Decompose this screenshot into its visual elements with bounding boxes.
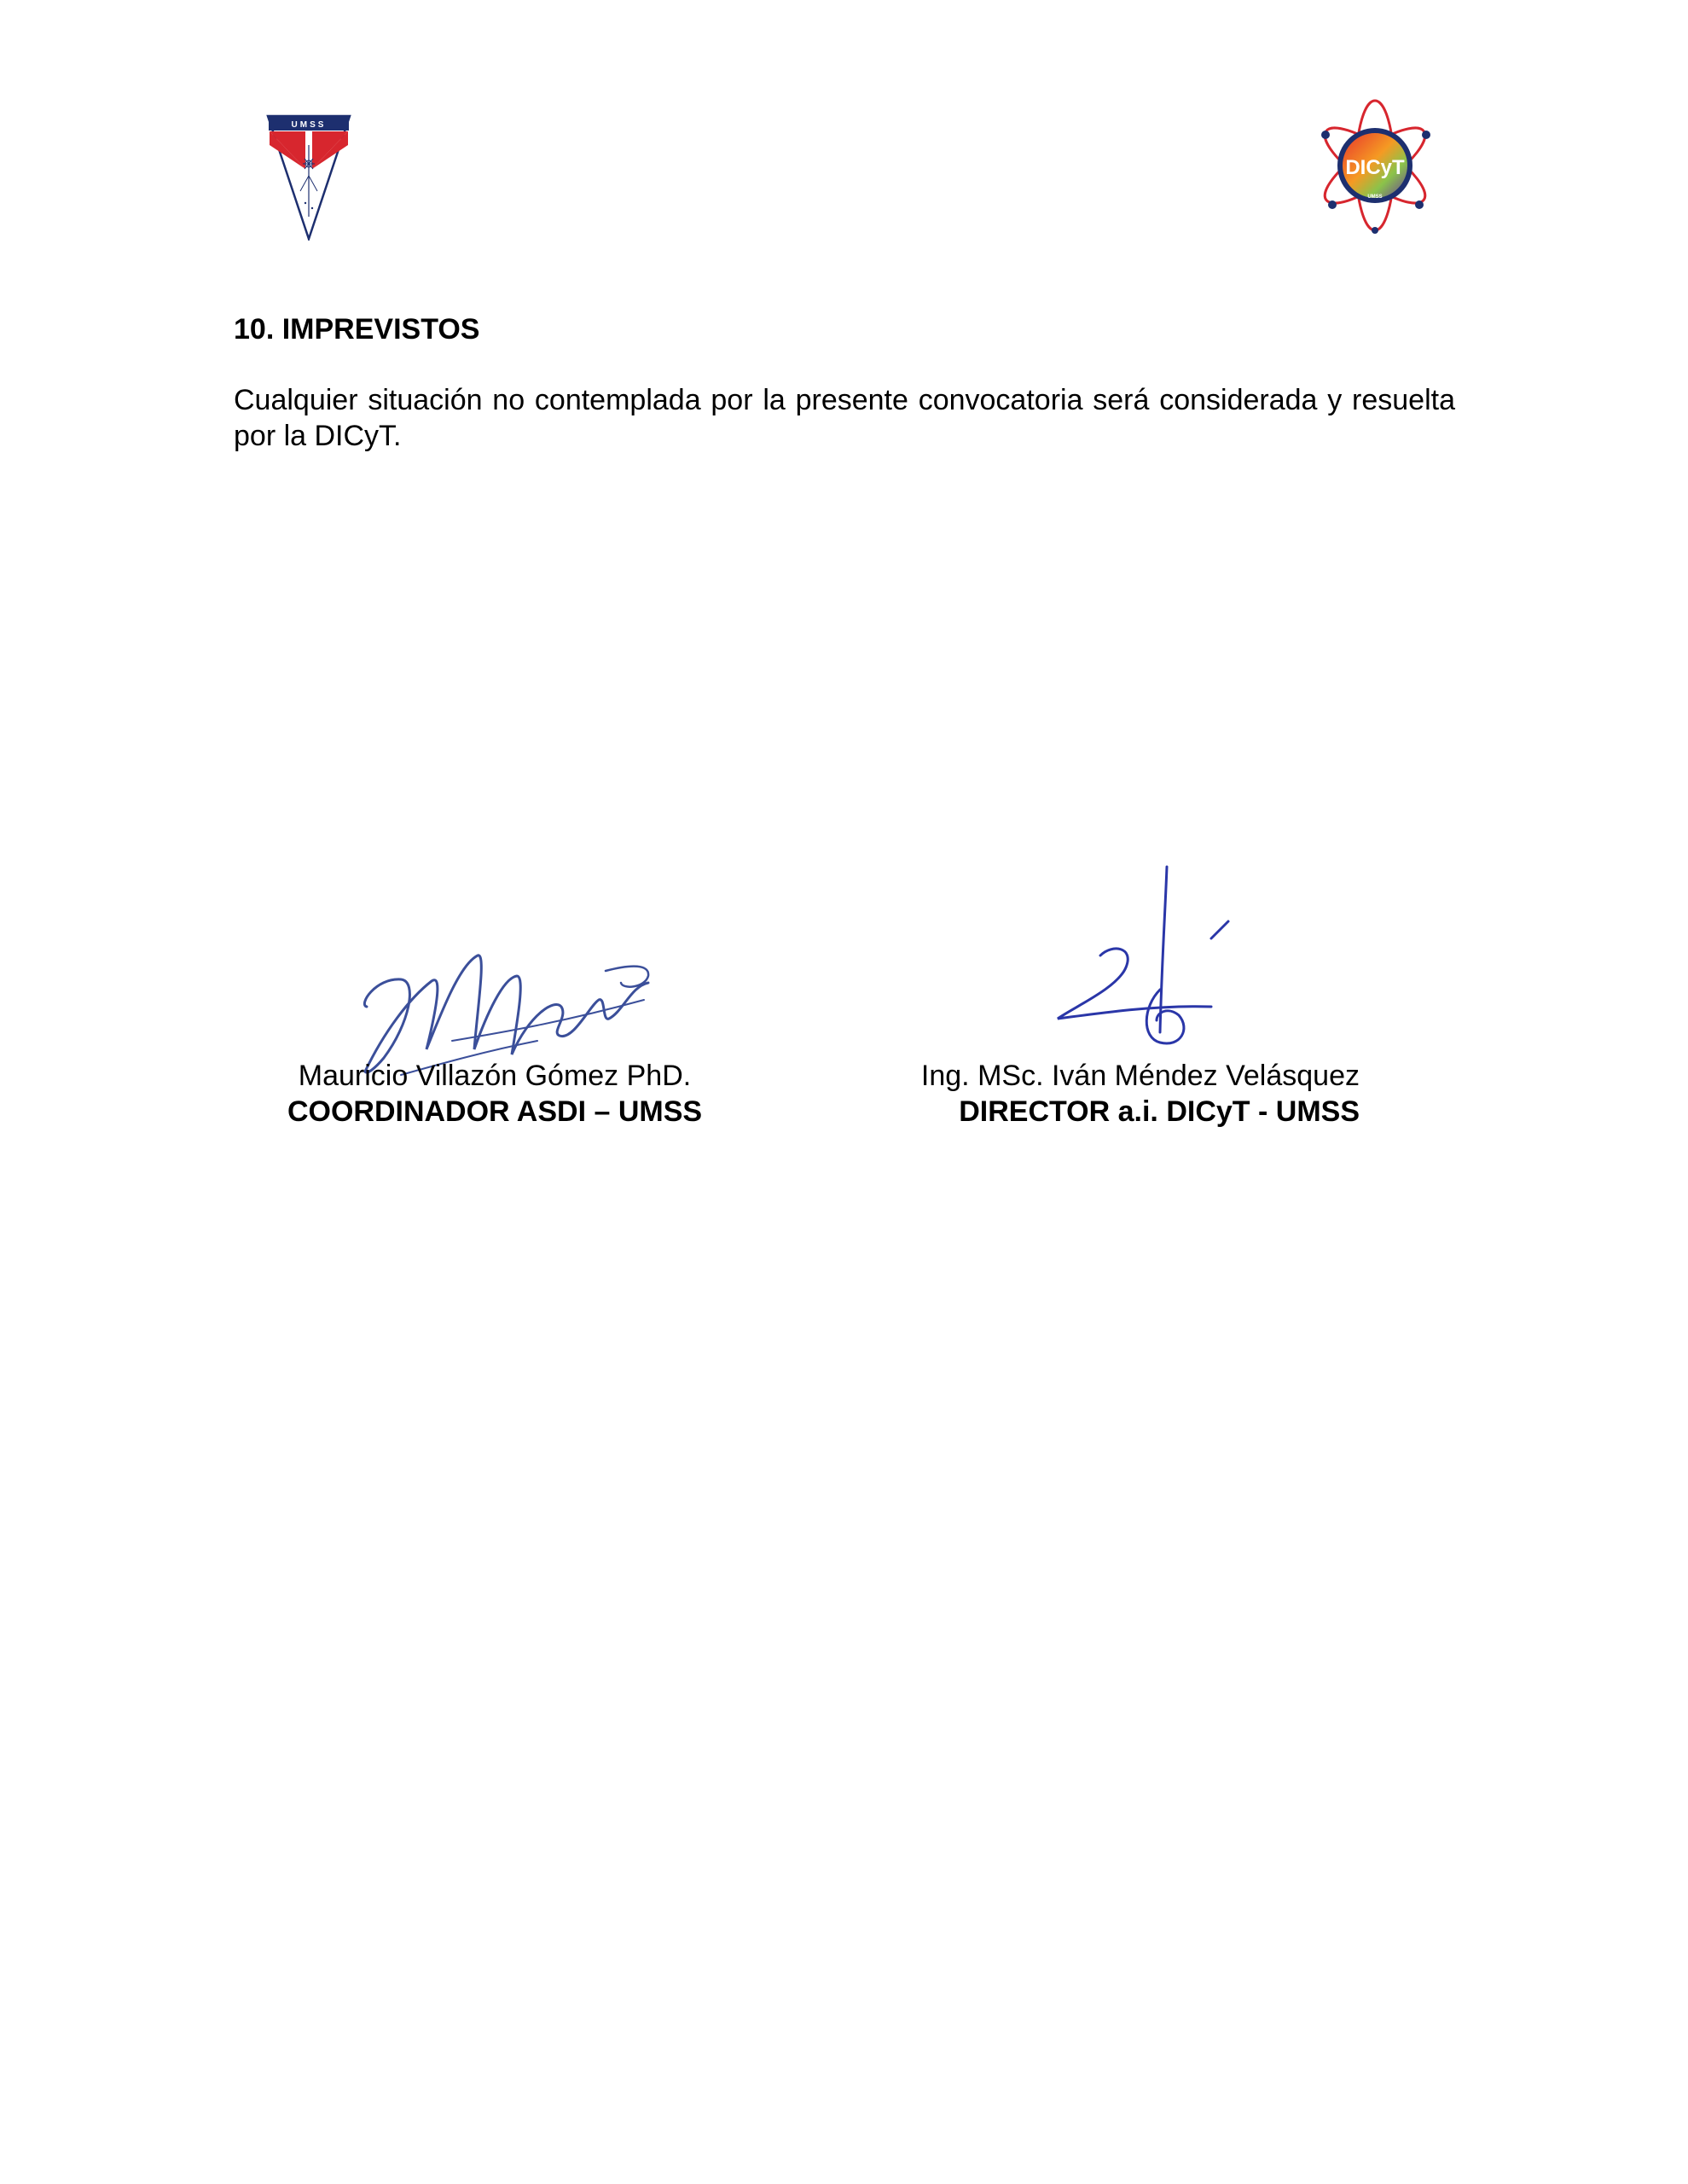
signatory-left-name: Mauricio Villazón Gómez PhD. (298, 1060, 692, 1092)
signatory-right-title: DIRECTOR a.i. DICyT - UMSS (959, 1095, 1360, 1128)
section-heading: 10. IMPREVISTOS (234, 313, 480, 346)
signature-left-image (350, 904, 657, 1083)
umss-crest-logo (266, 114, 351, 241)
dicyt-logo-text: DICyT (1345, 156, 1405, 179)
signatory-right-name: Ing. MSc. Iván Méndez Velásquez (920, 1060, 1360, 1092)
signatory-right (887, 1058, 1365, 1130)
signatory-left (273, 1058, 716, 1130)
svg-text:UMSS: UMSS (291, 120, 327, 130)
signatory-left-title: COORDINADOR ASDI – UMSS (287, 1095, 703, 1128)
dicyt-atom-logo (1312, 96, 1438, 235)
section-body: Cualquier situación no contemplada por la presente convocatoria será considerada y resuelta por la DICyT. (234, 384, 1455, 452)
signature-right-image (1041, 862, 1245, 1058)
dicyt-logo-subtext: UMSS (1367, 195, 1383, 200)
